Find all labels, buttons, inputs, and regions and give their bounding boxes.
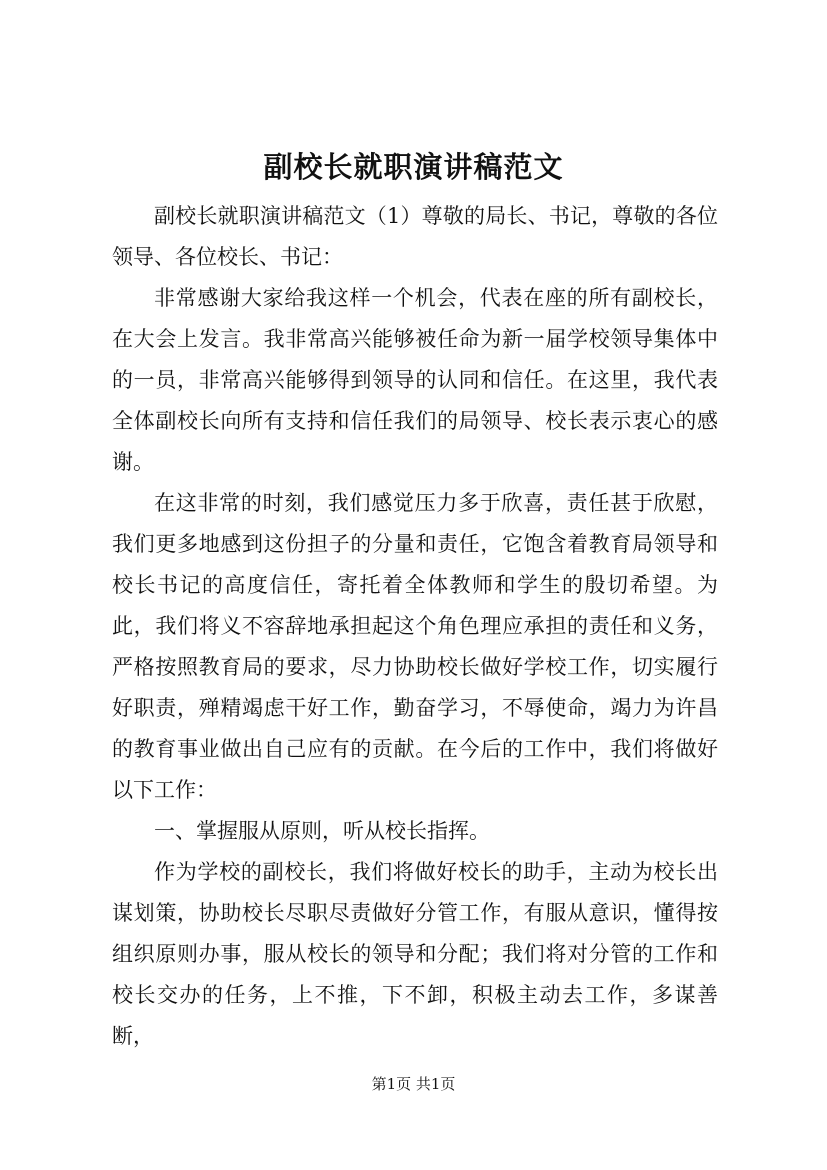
document-title: 副校长就职演讲稿范文 bbox=[263, 150, 564, 184]
paragraph-section-heading: 一、掌握服从原则，听从校长指挥。 bbox=[154, 819, 490, 843]
paragraph-thanks: 非常感谢大家给我这样一个机会，代表在座的所有副校长，在大会上发言。我非常高兴能够被任命为新一届学校领导集体中的一员，非常高兴能够得到领导的认同和信任。在这里，我代表全体副校长向所有支持和信任我们的局领导、校长表示衷心的感谢。 bbox=[112, 286, 718, 474]
paragraph-responsibility: 在这非常的时刻，我们感觉压力多于欣喜，责任甚于欣慰，我们更多地感到这份担子的分量和责任，它饱含着教育局领导和校长书记的高度信任，寄托着全体教师和学生的殷切希望。为此，我们将义不容辞地承担起这个角色理应承担的责任和义务，严格按照教育局的要求，尽力协助校长做好学校工作，切实履行好职责，殚精竭虑干好工作，勤奋学习，不辱使命，竭力为许昌的教育事业做出自己应有的贡献。在今后的工作中，我们将做好以下工作： bbox=[112, 491, 718, 802]
page-footer: 第1页 共1页 bbox=[371, 1075, 456, 1093]
paragraph-assistant-role: 作为学校的副校长，我们将做好校长的助手，主动为校长出谋划策，协助校长尽职尽责做好分管工作，有服从意识，懂得按组织原则办事，服从校长的领导和分配；我们将对分管的工作和校长交办的任务，上不推，下不卸，积极主动去工作，多谋善断， bbox=[112, 860, 718, 1048]
paragraph-greeting: 副校长就职演讲稿范文（1）尊敬的局长、书记，尊敬的各位领导、各位校长、书记： bbox=[112, 204, 718, 269]
document-body bbox=[112, 196, 718, 1057]
